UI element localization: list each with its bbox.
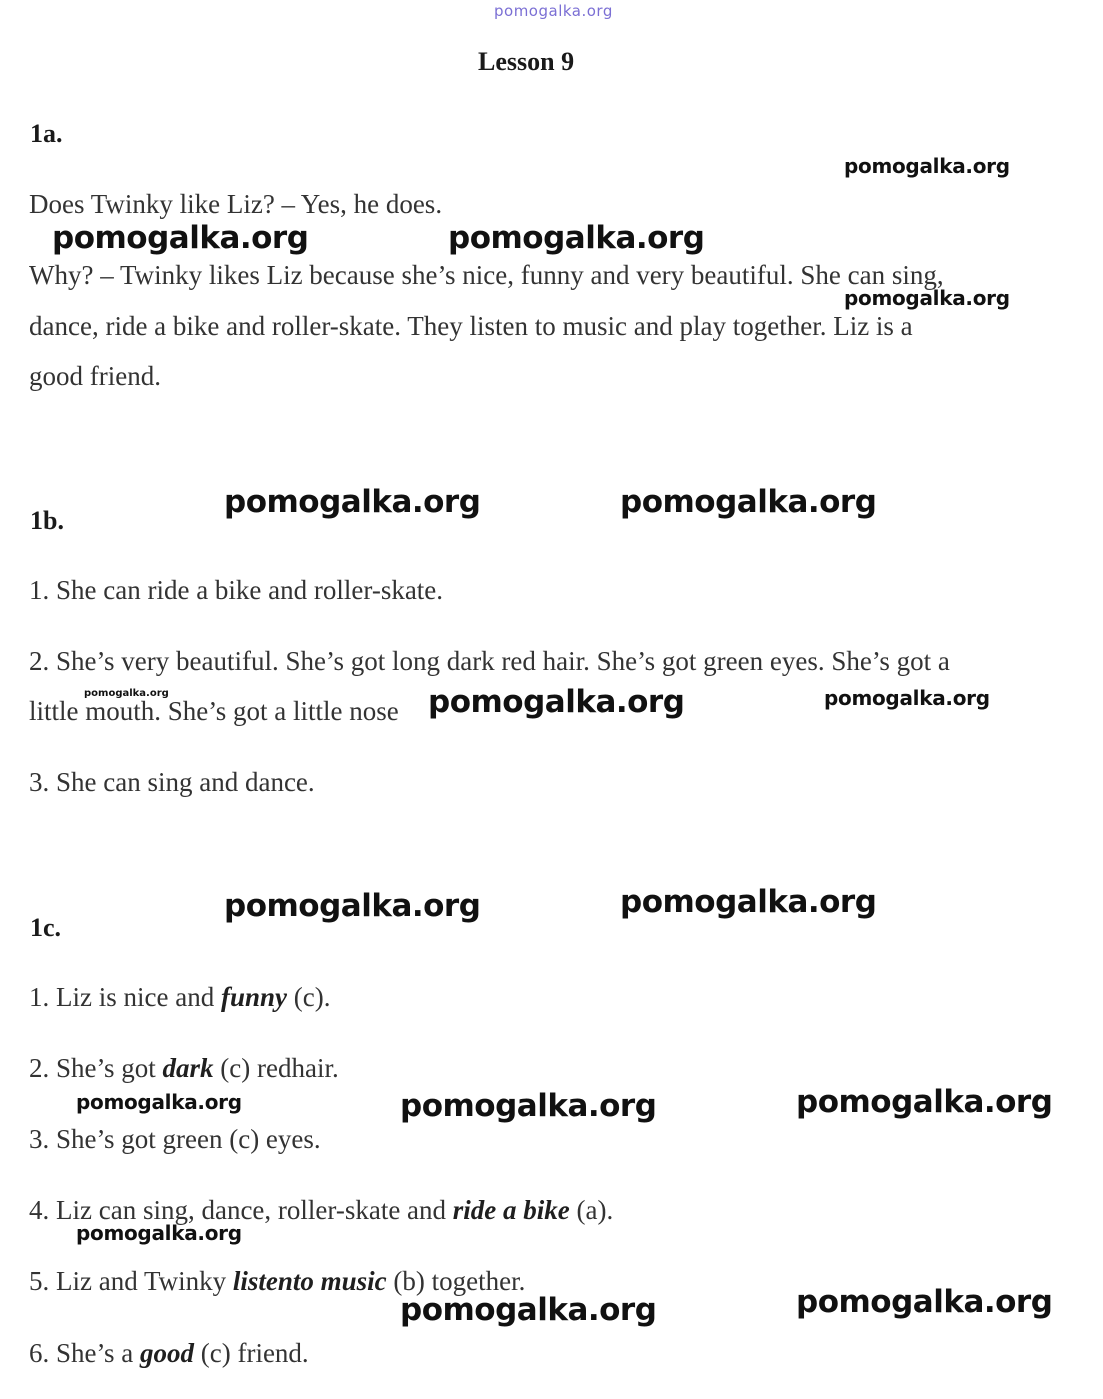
section-1b-label: 1b.	[30, 506, 64, 535]
item-answer: listento music	[232, 1266, 387, 1296]
section-1a-line: good friend.	[29, 361, 161, 391]
item-answer: dark	[162, 1053, 214, 1083]
section-1c-item	[29, 1337, 309, 1369]
watermark: pomogalka.org	[224, 484, 481, 520]
watermark: pomogalka.org	[844, 154, 1010, 178]
watermark: pomogalka.org	[400, 1088, 657, 1124]
watermark: pomogalka.org	[84, 688, 169, 699]
item-text: (c) friend.	[194, 1338, 309, 1368]
section-1b-item: 1. She can ride a bike and roller-skate.	[29, 575, 444, 605]
item-answer: good	[140, 1338, 194, 1368]
page-title: Lesson 9	[478, 47, 575, 76]
watermark: pomogalka.org	[844, 286, 1010, 310]
item-text: 1. Liz is nice and	[29, 982, 221, 1012]
watermark: pomogalka.org	[448, 220, 705, 256]
watermark: pomogalka.org	[824, 686, 990, 710]
section-1c-item	[29, 981, 330, 1013]
item-text: (c) redhair.	[213, 1053, 339, 1083]
item-text: 4. Liz can sing, dance, roller-skate and	[29, 1195, 453, 1225]
section-1c-item	[29, 1052, 339, 1084]
section-1b-item: 2. She’s very beautiful. She’s got long dark red hair. She’s got green eyes. She’s got a	[29, 646, 950, 676]
item-text: (a).	[569, 1195, 614, 1225]
item-text: 3. She’s got green (c) eyes.	[29, 1124, 321, 1154]
section-1a-line: Does Twinky like Liz? – Yes, he does.	[29, 189, 443, 219]
watermark: pomogalka.org	[796, 1084, 1053, 1120]
section-1a-label: 1a.	[30, 119, 63, 148]
item-answer: funny	[220, 982, 287, 1012]
section-1b-item: 3. She can sing and dance.	[29, 767, 315, 797]
watermark: pomogalka.org	[620, 884, 877, 920]
item-text: (b) together.	[386, 1266, 526, 1296]
item-answer: ride a bike	[452, 1195, 570, 1225]
section-1a-line: dance, ride a bike and roller-skate. They listen to music and play together. Liz is a	[29, 311, 913, 341]
item-text: 2. She’s got	[29, 1053, 163, 1083]
watermark: pomogalka.org	[52, 220, 309, 256]
section-1b-item: little mouth. She’s got a little nose	[29, 696, 399, 726]
watermark: pomogalka.org	[76, 1221, 242, 1245]
watermark: pomogalka.org	[224, 888, 481, 924]
watermark: pomogalka.org	[76, 1090, 242, 1114]
section-1c-item	[29, 1123, 321, 1155]
watermark: pomogalka.org	[796, 1284, 1053, 1320]
item-text: (c).	[286, 982, 331, 1012]
section-1c-label: 1c.	[30, 913, 62, 942]
watermark: pomogalka.org	[428, 684, 685, 720]
site-mark: pomogalka.org	[494, 2, 613, 20]
watermark: pomogalka.org	[620, 484, 877, 520]
section-1a-line: Why? – Twinky likes Liz because she’s nice, funny and very beautiful. She can sing,	[29, 260, 944, 290]
item-text: 6. She’s a	[29, 1338, 140, 1368]
watermark: pomogalka.org	[400, 1292, 657, 1328]
item-text: 5. Liz and Twinky	[29, 1266, 233, 1296]
